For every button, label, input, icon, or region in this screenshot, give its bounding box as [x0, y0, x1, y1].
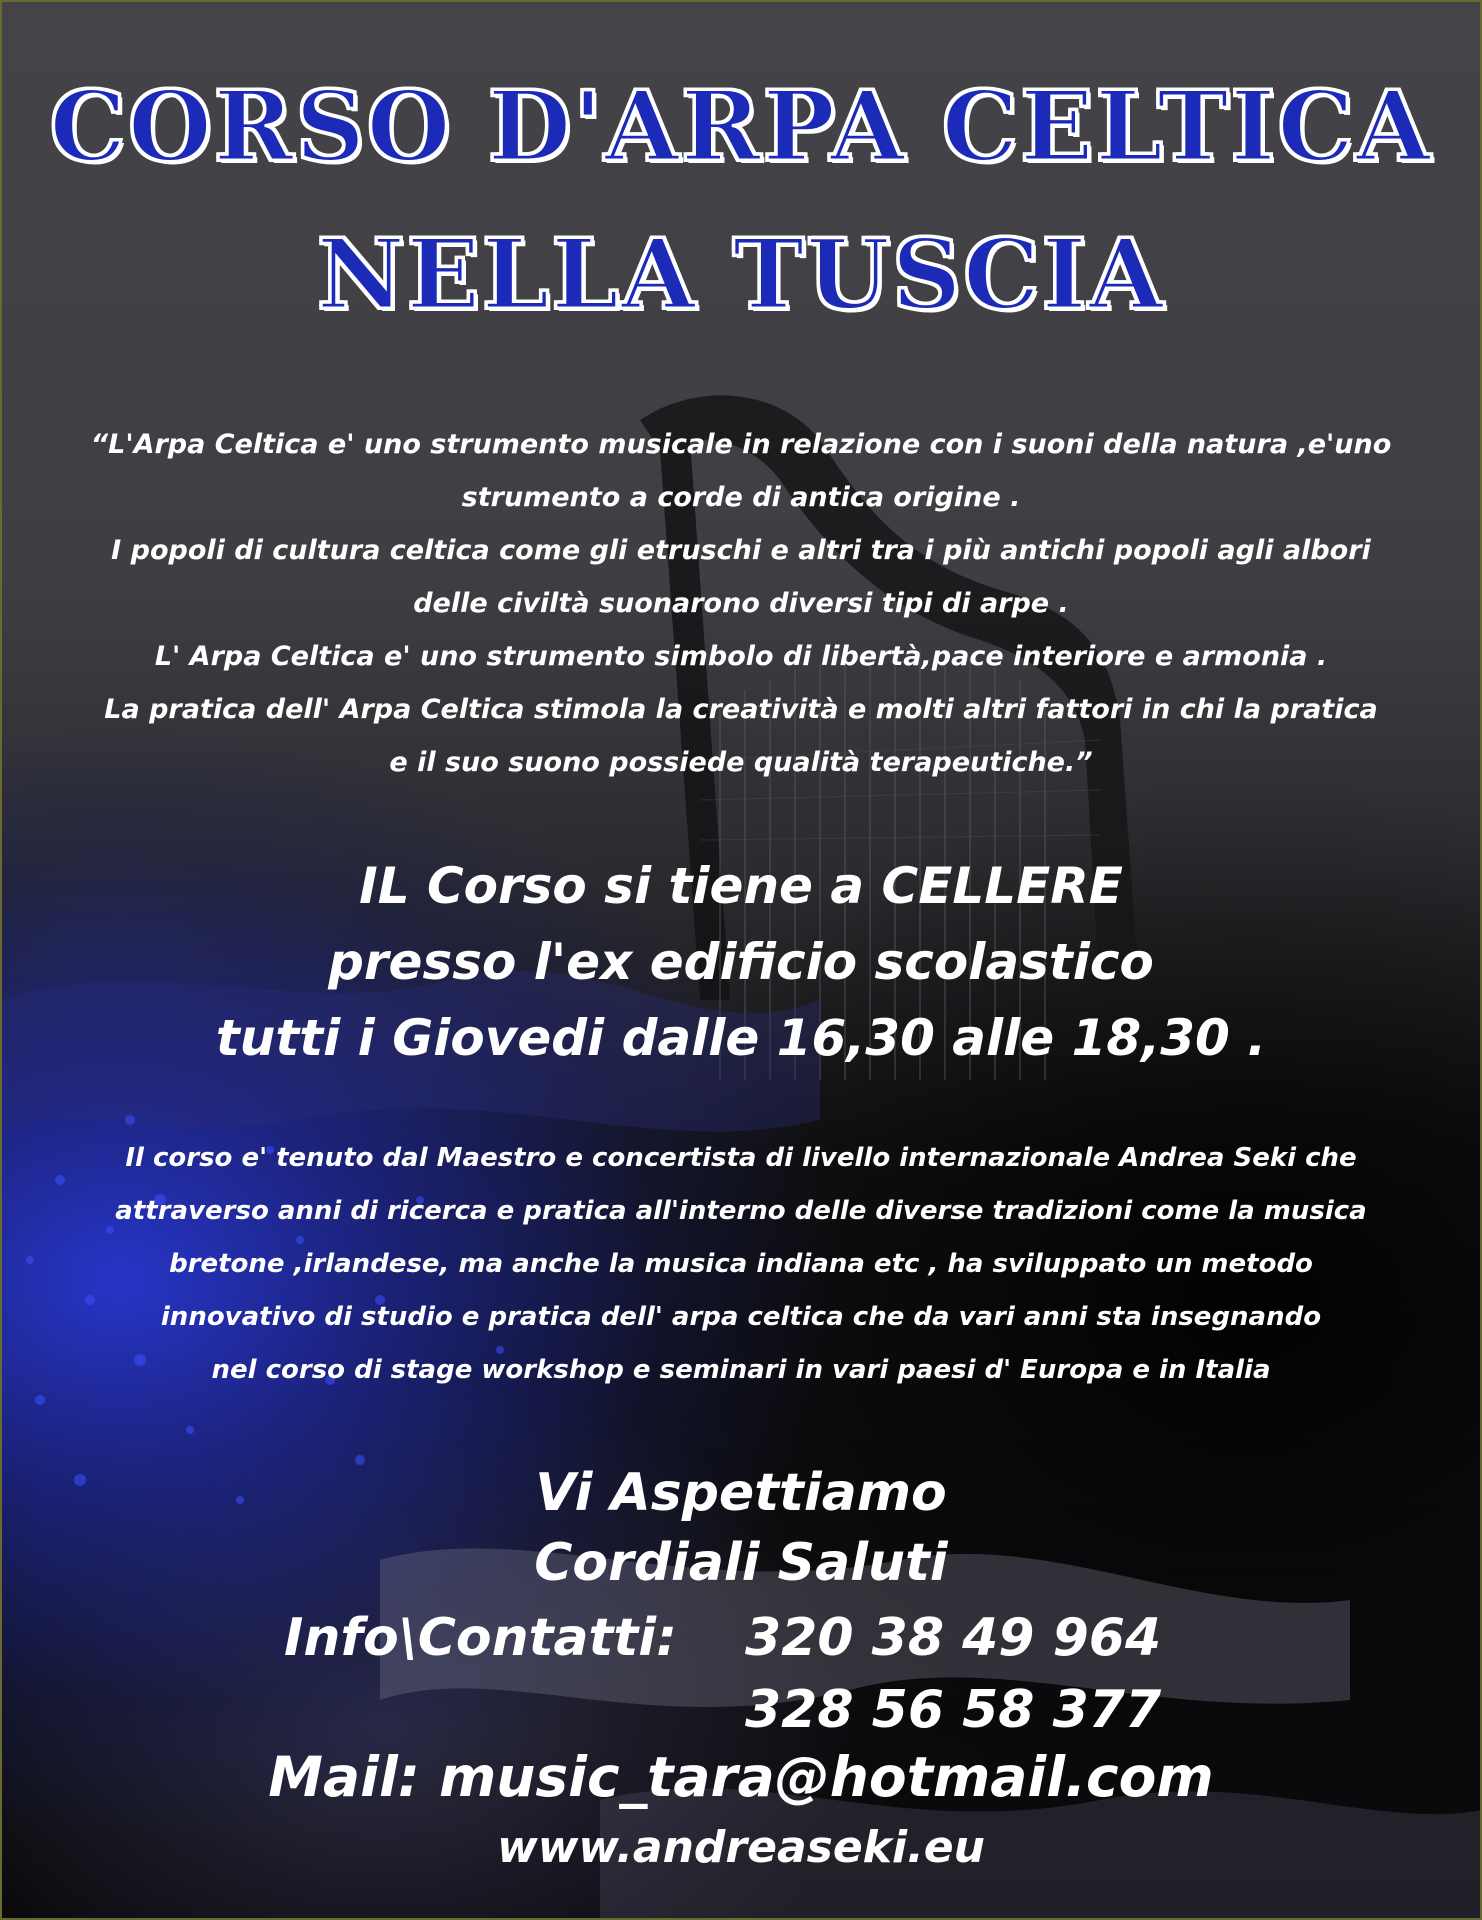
quote-line: e il suo suono possiede qualità terapeutiche.”	[389, 747, 1093, 778]
website-link[interactable]: www.andreaseki.eu	[497, 1822, 985, 1873]
quote-line: “L'Arpa Celtica e' uno strumento musicale in relazione con i suoni della natura ,e'uno	[90, 429, 1392, 460]
contacts-label: Info\Contatti:	[284, 1608, 677, 1668]
closing-line-2: Cordiali Saluti	[534, 1533, 948, 1593]
email-link[interactable]: Mail: music_tara@hotmail.com	[268, 1745, 1214, 1809]
quote-line: delle civiltà suonarono diversi tipi di arpe .	[413, 588, 1069, 619]
closing-greeting	[0, 1458, 1482, 1598]
phone-number-2[interactable]: 328 56 58 377	[745, 1680, 1162, 1740]
teacher-line: attraverso anni di ricerca e pratica all'interno delle diverse tradizioni come la musica	[115, 1196, 1367, 1226]
quote-line: strumento a corde di antica origine .	[461, 482, 1021, 513]
course-line: IL Corso si tiene a CELLERE	[359, 857, 1123, 915]
teacher-line: innovativo di studio e pratica dell' arpa celtica che da vari anni sta insegnando	[160, 1302, 1322, 1332]
course-info	[0, 848, 1482, 1076]
closing-line-1: Vi Aspettiamo	[535, 1463, 947, 1523]
course-line: presso l'ex edificio scolastico	[328, 933, 1154, 991]
title-line-2: NELLA TUSCIA	[316, 218, 1166, 331]
quote-line: I popoli di cultura celtica come gli etruschi e altri tra i più antichi popoli agli albori	[111, 535, 1371, 566]
quote-line: La pratica dell' Arpa Celtica stimola la creatività e molti altri fattori in chi la pratica	[104, 694, 1378, 725]
teacher-description	[30, 1132, 1452, 1397]
teacher-line: bretone ,irlandese, ma anche la musica indiana etc , ha sviluppato un metodo	[169, 1249, 1313, 1279]
phone-number-1[interactable]: 320 38 49 964	[745, 1608, 1162, 1668]
title-line-1: CORSO D'ARPA CELTICA	[49, 70, 1433, 183]
quote-line: L' Arpa Celtica e' uno strumento simbolo di libertà,pace interiore e armonia .	[154, 641, 1328, 672]
teacher-line: Il corso e' tenuto dal Maestro e concertista di livello internazionale Andrea Seki che	[125, 1143, 1357, 1173]
teacher-line: nel corso di stage workshop e seminari in vari paesi d' Europa e in Italia	[211, 1355, 1271, 1385]
course-line: tutti i Giovedi dalle 16,30 alle 18,30 .	[215, 1009, 1267, 1067]
quote-block	[40, 418, 1442, 789]
